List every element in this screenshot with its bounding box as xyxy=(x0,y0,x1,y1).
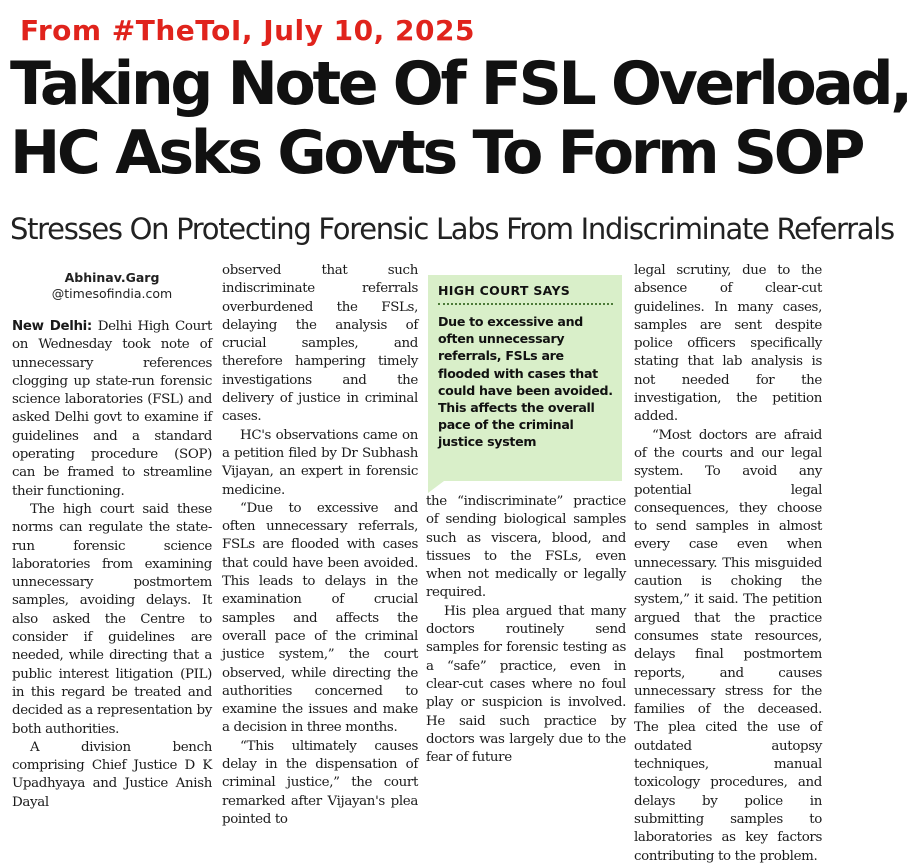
high-court-says-callout xyxy=(428,275,622,481)
article-paragraph: observed that such indiscriminate referrals overburdened the FSLs, delaying the analysis of crucial samples, and therefore hampering timely investigations and the delivery of justice in criminal cases. xyxy=(222,263,418,425)
article-column-3 xyxy=(426,493,626,767)
headline-line-1: Taking Note Of FSL Overload, xyxy=(10,49,910,119)
callout-header: HIGH COURT SAYS xyxy=(438,283,571,298)
headline-line-2: HC Asks Govts To Form SOP xyxy=(10,118,863,188)
byline xyxy=(12,270,212,302)
article-paragraph xyxy=(12,318,212,501)
article-column-2 xyxy=(222,262,418,829)
article-column-1 xyxy=(12,318,212,812)
callout-divider xyxy=(438,303,613,305)
source-line: From #TheToI, July 10, 2025 xyxy=(20,14,475,47)
byline-name: Abhinav.Garg xyxy=(64,270,160,285)
article-paragraph: HC's observations came on a petition filed by Dr Subhash Vijayan, an expert in forensic medicine. xyxy=(222,427,418,498)
paragraph-text: Delhi High Court on Wednesday took note of unnecessary references clogging up state-run forensic science laboratories (FSL) and asked Delhi govt to examine if guidelines and a standard operating procedure (SOP) can be framed to streamline their functioning. xyxy=(12,319,212,499)
byline-handle: @timesofindia.com xyxy=(51,286,173,301)
callout-quote: Due to excessive and often unnecessary referrals, FSLs are flooded with cases that could have been avoided. This affects the overall pace of the criminal justice system xyxy=(438,314,613,450)
headline xyxy=(10,49,910,188)
article-paragraph: A division bench comprising Chief Justice D K Upadhyaya and Justice Anish Dayal xyxy=(12,739,212,810)
article-column-4 xyxy=(634,262,822,866)
article-paragraph: “Most doctors are afraid of the courts and our legal system. To avoid any potential legal consequences, they choose to send samples in almost every case even when unnecessary. This misguided caution is choking the system,” it said. The petition argued that the practice consumes state resources, delays final postmortem reports, and causes unnecessary stress for the families of the deceased. The plea cited the use of outdated autopsy techniques, manual toxicology procedures, and delays by police in submitting samples to laboratories as key factors contributing to the problem. xyxy=(634,427,822,864)
dateline: New Delhi: xyxy=(12,319,92,334)
article-paragraph: “Due to excessive and often unnecessary referrals, FSLs are flooded with cases that could have been avoided. This leads to delays in the examination of crucial samples and affects the overall pace of the criminal justice system,” the court observed, while directing the authorities concerned to examine the issues and make a decision in three months. xyxy=(222,500,418,736)
article-paragraph: “This ultimately causes delay in the dispensation of criminal justice,” the court remarked after Vijayan's plea pointed to xyxy=(222,738,418,827)
callout-pointer xyxy=(428,481,444,493)
article-paragraph: the “indiscriminate” practice of sending biological samples such as viscera, blood, and tissues to the FSLs, even when not medically or legally required. xyxy=(426,494,626,601)
article-paragraph: His plea argued that many doctors routinely send samples for forensic testing as a “safe” practice, even in clear-cut cases where no foul play or suspicion is involved. He said such practice by doctors was largely due to the fear of future xyxy=(426,603,626,766)
subheadline: Stresses On Protecting Forensic Labs From Indiscriminate Referrals xyxy=(10,212,894,246)
article-paragraph: The high court said these norms can regulate the state-run forensic science laboratories from examining unnecessary postmortem samples, avoiding delays. It also asked the Centre to consider if guidelines are needed, while directing that a public interest litigation (PIL) in this regard be treated and decided as a representation by both authorities. xyxy=(12,501,212,737)
article-paragraph: legal scrutiny, due to the absence of clear-cut guidelines. In many cases, samples are sent despite police officers specifically stating that lab analysis is not needed for the investigation, the petition added. xyxy=(634,263,822,425)
